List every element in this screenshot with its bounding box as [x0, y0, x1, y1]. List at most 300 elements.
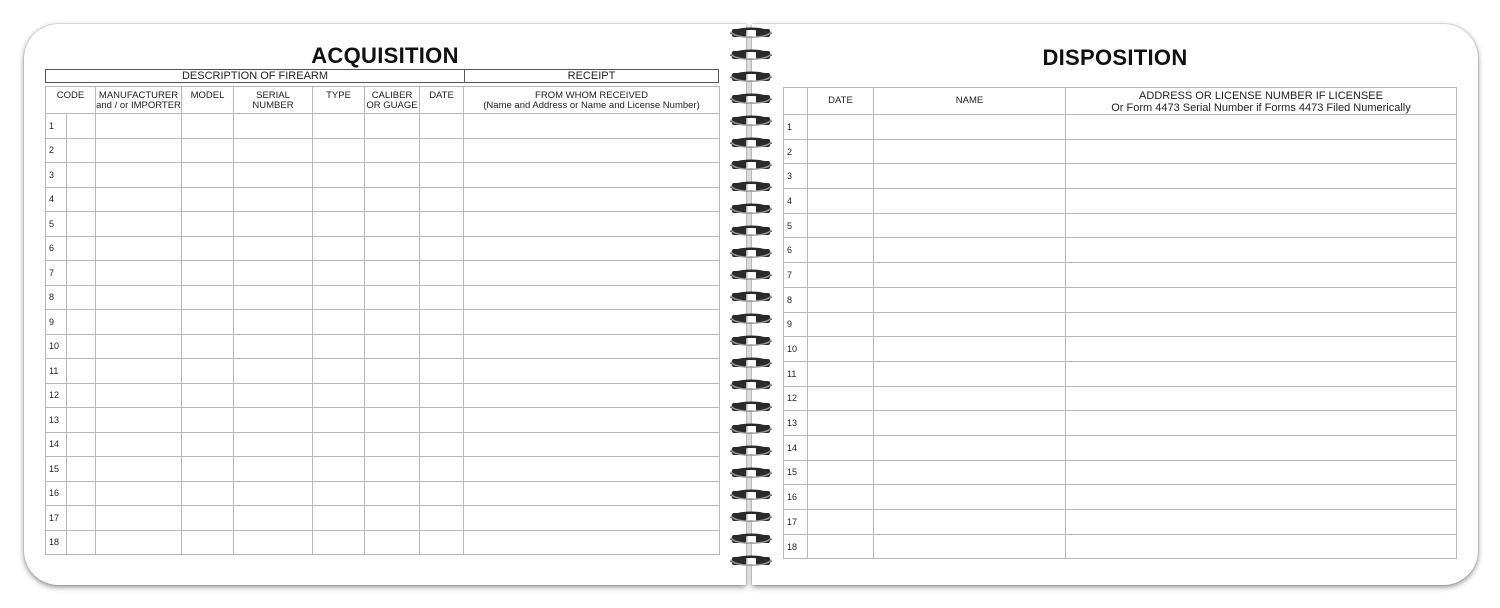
spiral-coil	[727, 268, 775, 282]
spiral-coil	[727, 158, 775, 172]
manufacturer-cell[interactable]	[96, 138, 182, 163]
date-cell[interactable]	[420, 506, 464, 531]
spiral-coil	[727, 466, 775, 480]
type-cell[interactable]	[313, 530, 365, 555]
serial-number-cell[interactable]	[234, 138, 313, 163]
disposition-table	[783, 87, 1457, 559]
name-cell[interactable]	[874, 263, 1066, 288]
model-cell[interactable]	[182, 383, 234, 408]
name-cell[interactable]	[874, 213, 1066, 238]
address-cell[interactable]	[1066, 534, 1457, 559]
from-whom-received-cell[interactable]	[464, 530, 720, 555]
row-number: 13	[784, 411, 808, 436]
disposition-date-cell[interactable]	[808, 485, 874, 510]
row-number: 17	[784, 510, 808, 535]
address-cell[interactable]	[1066, 263, 1457, 288]
from-whom-received-cell[interactable]	[464, 261, 720, 286]
date-cell[interactable]	[420, 310, 464, 335]
code-cell[interactable]	[67, 212, 96, 237]
address-cell[interactable]	[1066, 115, 1457, 140]
date-cell[interactable]	[420, 163, 464, 188]
caliber-cell[interactable]	[365, 163, 420, 188]
type-cell[interactable]	[313, 457, 365, 482]
from-whom-received-cell[interactable]	[464, 408, 720, 433]
spiral-coil	[727, 246, 775, 260]
manufacturer-cell[interactable]	[96, 506, 182, 531]
row-number: 12	[784, 386, 808, 411]
name-cell[interactable]	[874, 534, 1066, 559]
disposition-date-cell[interactable]	[808, 510, 874, 535]
from-whom-received-cell[interactable]	[464, 163, 720, 188]
code-cell[interactable]	[67, 481, 96, 506]
serial-number-cell[interactable]	[234, 481, 313, 506]
name-cell[interactable]	[874, 287, 1066, 312]
code-cell[interactable]	[67, 114, 96, 139]
acquisition-row	[46, 506, 720, 531]
acquisition-row	[46, 359, 720, 384]
disposition-date-cell[interactable]	[808, 312, 874, 337]
disposition-date-cell[interactable]	[808, 213, 874, 238]
date-cell[interactable]	[420, 114, 464, 139]
type-cell[interactable]	[313, 285, 365, 310]
disposition-row	[784, 485, 1457, 510]
row-number: 16	[46, 481, 67, 506]
manufacturer-cell[interactable]	[96, 285, 182, 310]
manufacturer-cell[interactable]	[96, 481, 182, 506]
from-whom-received-cell[interactable]	[464, 359, 720, 384]
manufacturer-cell[interactable]	[96, 114, 182, 139]
header-type: TYPE	[313, 87, 365, 114]
serial-number-cell[interactable]	[234, 530, 313, 555]
row-number: 3	[784, 164, 808, 189]
disposition-row	[784, 435, 1457, 460]
from-whom-received-cell[interactable]	[464, 506, 720, 531]
from-whom-received-cell[interactable]	[464, 138, 720, 163]
name-cell[interactable]	[874, 411, 1066, 436]
code-cell[interactable]	[67, 383, 96, 408]
acquisition-row	[46, 212, 720, 237]
row-number: 11	[784, 361, 808, 386]
disposition-date-cell[interactable]	[808, 534, 874, 559]
disposition-date-cell[interactable]	[808, 164, 874, 189]
code-cell[interactable]	[67, 236, 96, 261]
caliber-cell[interactable]	[365, 138, 420, 163]
address-cell[interactable]	[1066, 213, 1457, 238]
date-cell[interactable]	[420, 383, 464, 408]
row-number: 11	[46, 359, 67, 384]
disposition-row	[784, 337, 1457, 362]
caliber-cell[interactable]	[365, 310, 420, 335]
spiral-coil	[727, 290, 775, 304]
manufacturer-cell[interactable]	[96, 163, 182, 188]
disposition-row	[784, 460, 1457, 485]
address-cell[interactable]	[1066, 238, 1457, 263]
serial-number-cell[interactable]	[234, 383, 313, 408]
header-manufacturer: MANUFACTURER and / or IMPORTER	[96, 87, 182, 114]
date-cell[interactable]	[420, 432, 464, 457]
type-cell[interactable]	[313, 310, 365, 335]
code-cell[interactable]	[67, 261, 96, 286]
row-number: 14	[46, 432, 67, 457]
disposition-date-cell[interactable]	[808, 139, 874, 164]
serial-number-cell[interactable]	[234, 187, 313, 212]
spiral-coil	[727, 48, 775, 62]
date-cell[interactable]	[420, 285, 464, 310]
name-cell[interactable]	[874, 115, 1066, 140]
disposition-date-cell[interactable]	[808, 337, 874, 362]
row-number: 4	[46, 187, 67, 212]
acquisition-row	[46, 481, 720, 506]
disposition-row	[784, 411, 1457, 436]
header-disposition-date: DATE	[808, 88, 874, 115]
type-cell[interactable]	[313, 114, 365, 139]
from-whom-received-cell[interactable]	[464, 481, 720, 506]
caliber-cell[interactable]	[365, 114, 420, 139]
spiral-binding	[727, 26, 775, 586]
header-code: CODE	[46, 87, 96, 114]
caliber-cell[interactable]	[365, 530, 420, 555]
type-cell[interactable]	[313, 212, 365, 237]
manufacturer-cell[interactable]	[96, 212, 182, 237]
from-whom-received-cell[interactable]	[464, 457, 720, 482]
row-number: 2	[784, 139, 808, 164]
receipt-band: RECEIPT	[464, 69, 719, 83]
caliber-cell[interactable]	[365, 187, 420, 212]
row-number: 7	[46, 261, 67, 286]
row-number: 12	[46, 383, 67, 408]
model-cell[interactable]	[182, 310, 234, 335]
date-cell[interactable]	[420, 261, 464, 286]
code-cell[interactable]	[67, 163, 96, 188]
disposition-row	[784, 386, 1457, 411]
acquisition-row	[46, 383, 720, 408]
code-cell[interactable]	[67, 285, 96, 310]
code-cell[interactable]	[67, 530, 96, 555]
disposition-date-cell[interactable]	[808, 361, 874, 386]
manufacturer-cell[interactable]	[96, 334, 182, 359]
acquisition-row	[46, 163, 720, 188]
spiral-coil	[727, 70, 775, 84]
acquisition-row	[46, 138, 720, 163]
spiral-coil	[727, 202, 775, 216]
code-cell[interactable]	[67, 408, 96, 433]
row-number: 1	[784, 115, 808, 140]
name-cell[interactable]	[874, 361, 1066, 386]
from-whom-received-cell[interactable]	[464, 187, 720, 212]
serial-number-cell[interactable]	[234, 408, 313, 433]
from-whom-received-cell[interactable]	[464, 114, 720, 139]
code-cell[interactable]	[67, 334, 96, 359]
disposition-title: DISPOSITION	[1042, 45, 1188, 70]
spiral-coil	[727, 92, 775, 106]
type-cell[interactable]	[313, 261, 365, 286]
date-cell[interactable]	[420, 212, 464, 237]
row-number: 10	[46, 334, 67, 359]
name-cell[interactable]	[874, 189, 1066, 214]
acquisition-row	[46, 457, 720, 482]
name-cell[interactable]	[874, 337, 1066, 362]
serial-number-cell[interactable]	[234, 359, 313, 384]
code-cell[interactable]	[67, 359, 96, 384]
from-whom-received-cell[interactable]	[464, 236, 720, 261]
row-number: 4	[784, 189, 808, 214]
code-cell[interactable]	[67, 138, 96, 163]
header-model: MODEL	[182, 87, 234, 114]
type-cell[interactable]	[313, 236, 365, 261]
from-whom-received-cell[interactable]	[464, 285, 720, 310]
date-cell[interactable]	[420, 359, 464, 384]
disposition-row	[784, 213, 1457, 238]
name-cell[interactable]	[874, 312, 1066, 337]
row-number: 18	[46, 530, 67, 555]
model-cell[interactable]	[182, 236, 234, 261]
row-number: 5	[784, 213, 808, 238]
type-cell[interactable]	[313, 506, 365, 531]
manufacturer-cell[interactable]	[96, 310, 182, 335]
row-number: 15	[784, 460, 808, 485]
manufacturer-cell[interactable]	[96, 236, 182, 261]
spiral-coil	[727, 356, 775, 370]
address-cell[interactable]	[1066, 485, 1457, 510]
manufacturer-cell[interactable]	[96, 432, 182, 457]
address-cell[interactable]	[1066, 510, 1457, 535]
disposition-date-cell[interactable]	[808, 386, 874, 411]
caliber-cell[interactable]	[365, 334, 420, 359]
row-number: 6	[784, 238, 808, 263]
disposition-row	[784, 164, 1457, 189]
caliber-cell[interactable]	[365, 285, 420, 310]
manufacturer-cell[interactable]	[96, 261, 182, 286]
disposition-date-cell[interactable]	[808, 411, 874, 436]
name-cell[interactable]	[874, 386, 1066, 411]
address-cell[interactable]	[1066, 411, 1457, 436]
spiral-coil	[727, 444, 775, 458]
type-cell[interactable]	[313, 138, 365, 163]
row-number: 7	[784, 263, 808, 288]
disposition-row	[784, 263, 1457, 288]
from-whom-received-cell[interactable]	[464, 310, 720, 335]
caliber-cell[interactable]	[365, 506, 420, 531]
row-number: 1	[46, 114, 67, 139]
manufacturer-cell[interactable]	[96, 359, 182, 384]
model-cell[interactable]	[182, 481, 234, 506]
name-cell[interactable]	[874, 435, 1066, 460]
manufacturer-cell[interactable]	[96, 530, 182, 555]
date-cell[interactable]	[420, 481, 464, 506]
model-cell[interactable]	[182, 432, 234, 457]
spiral-coil	[727, 26, 775, 40]
serial-number-cell[interactable]	[234, 212, 313, 237]
model-cell[interactable]	[182, 212, 234, 237]
date-cell[interactable]	[420, 138, 464, 163]
disposition-date-cell[interactable]	[808, 115, 874, 140]
type-cell[interactable]	[313, 408, 365, 433]
type-cell[interactable]	[313, 359, 365, 384]
row-number: 16	[784, 485, 808, 510]
acquisition-row	[46, 530, 720, 555]
manufacturer-cell[interactable]	[96, 457, 182, 482]
from-whom-received-cell[interactable]	[464, 383, 720, 408]
serial-number-cell[interactable]	[234, 236, 313, 261]
model-cell[interactable]	[182, 530, 234, 555]
serial-number-cell[interactable]	[234, 334, 313, 359]
address-cell[interactable]	[1066, 312, 1457, 337]
date-cell[interactable]	[420, 334, 464, 359]
header-address: ADDRESS OR LICENSE NUMBER IF LICENSEE Or Form 4473 Serial Number if Forms 4473 Filed Numerically	[1066, 88, 1457, 115]
caliber-cell[interactable]	[365, 432, 420, 457]
serial-number-cell[interactable]	[234, 310, 313, 335]
caliber-cell[interactable]	[365, 261, 420, 286]
acquisition-page	[24, 24, 746, 585]
manufacturer-cell[interactable]	[96, 187, 182, 212]
disposition-row	[784, 287, 1457, 312]
code-cell[interactable]	[67, 432, 96, 457]
spiral-coil	[727, 488, 775, 502]
name-cell[interactable]	[874, 164, 1066, 189]
disposition-row	[784, 510, 1457, 535]
type-cell[interactable]	[313, 187, 365, 212]
spiral-coil	[727, 510, 775, 524]
acquisition-row	[46, 334, 720, 359]
from-whom-received-cell[interactable]	[464, 212, 720, 237]
spiral-coil	[727, 224, 775, 238]
row-number: 8	[46, 285, 67, 310]
disposition-date-cell[interactable]	[808, 287, 874, 312]
row-number: 17	[46, 506, 67, 531]
name-cell[interactable]	[874, 510, 1066, 535]
caliber-cell[interactable]	[365, 236, 420, 261]
disposition-row	[784, 312, 1457, 337]
disposition-date-cell[interactable]	[808, 435, 874, 460]
disposition-row	[784, 189, 1457, 214]
address-cell[interactable]	[1066, 189, 1457, 214]
model-cell[interactable]	[182, 506, 234, 531]
row-number: 18	[784, 534, 808, 559]
spiral-coil	[727, 312, 775, 326]
model-cell[interactable]	[182, 163, 234, 188]
serial-number-cell[interactable]	[234, 432, 313, 457]
acquisition-row	[46, 310, 720, 335]
from-whom-received-cell[interactable]	[464, 432, 720, 457]
address-cell[interactable]	[1066, 460, 1457, 485]
header-row-number	[784, 88, 808, 115]
date-cell[interactable]	[420, 408, 464, 433]
acquisition-row	[46, 236, 720, 261]
disposition-date-cell[interactable]	[808, 263, 874, 288]
disposition-row	[784, 534, 1457, 559]
name-cell[interactable]	[874, 460, 1066, 485]
type-cell[interactable]	[313, 383, 365, 408]
acquisition-row	[46, 187, 720, 212]
acquisition-table	[45, 86, 720, 555]
header-from-whom-received: FROM WHOM RECEIVED (Name and Address or Name and License Number)	[464, 87, 720, 114]
address-cell[interactable]	[1066, 435, 1457, 460]
disposition-row	[784, 139, 1457, 164]
serial-number-cell[interactable]	[234, 114, 313, 139]
manufacturer-cell[interactable]	[96, 383, 182, 408]
acquisition-row	[46, 261, 720, 286]
date-cell[interactable]	[420, 457, 464, 482]
row-number: 5	[46, 212, 67, 237]
spiral-coil	[727, 114, 775, 128]
type-cell[interactable]	[313, 432, 365, 457]
disposition-date-cell[interactable]	[808, 189, 874, 214]
serial-number-cell[interactable]	[234, 457, 313, 482]
code-cell[interactable]	[67, 310, 96, 335]
address-cell[interactable]	[1066, 386, 1457, 411]
type-cell[interactable]	[313, 163, 365, 188]
manufacturer-cell[interactable]	[96, 408, 182, 433]
row-number: 6	[46, 236, 67, 261]
address-cell[interactable]	[1066, 139, 1457, 164]
caliber-cell[interactable]	[365, 359, 420, 384]
name-cell[interactable]	[874, 139, 1066, 164]
acquisition-title: ACQUISITION	[311, 43, 459, 68]
model-cell[interactable]	[182, 138, 234, 163]
model-cell[interactable]	[182, 261, 234, 286]
row-number: 15	[46, 457, 67, 482]
caliber-cell[interactable]	[365, 457, 420, 482]
description-of-firearm-band: DESCRIPTION OF FIREARM	[45, 69, 465, 83]
type-cell[interactable]	[313, 481, 365, 506]
header-date: DATE	[420, 87, 464, 114]
disposition-page	[752, 24, 1478, 585]
model-cell[interactable]	[182, 285, 234, 310]
address-cell[interactable]	[1066, 361, 1457, 386]
model-cell[interactable]	[182, 187, 234, 212]
date-cell[interactable]	[420, 187, 464, 212]
name-cell[interactable]	[874, 238, 1066, 263]
serial-number-cell[interactable]	[234, 261, 313, 286]
serial-number-cell[interactable]	[234, 506, 313, 531]
model-cell[interactable]	[182, 359, 234, 384]
address-cell[interactable]	[1066, 164, 1457, 189]
address-cell[interactable]	[1066, 337, 1457, 362]
caliber-cell[interactable]	[365, 408, 420, 433]
code-cell[interactable]	[67, 506, 96, 531]
name-cell[interactable]	[874, 485, 1066, 510]
model-cell[interactable]	[182, 334, 234, 359]
serial-number-cell[interactable]	[234, 285, 313, 310]
disposition-date-cell[interactable]	[808, 238, 874, 263]
caliber-cell[interactable]	[365, 383, 420, 408]
spiral-coil	[727, 554, 775, 568]
date-cell[interactable]	[420, 530, 464, 555]
row-number: 3	[46, 163, 67, 188]
code-cell[interactable]	[67, 187, 96, 212]
code-cell[interactable]	[67, 457, 96, 482]
model-cell[interactable]	[182, 457, 234, 482]
disposition-date-cell[interactable]	[808, 460, 874, 485]
spiral-coil	[727, 136, 775, 150]
model-cell[interactable]	[182, 114, 234, 139]
spiral-coil	[727, 180, 775, 194]
row-number: 14	[784, 435, 808, 460]
date-cell[interactable]	[420, 236, 464, 261]
acquisition-row	[46, 408, 720, 433]
model-cell[interactable]	[182, 408, 234, 433]
type-cell[interactable]	[313, 334, 365, 359]
acquisition-row	[46, 432, 720, 457]
spiral-coil	[727, 334, 775, 348]
row-number: 9	[784, 312, 808, 337]
from-whom-received-cell[interactable]	[464, 334, 720, 359]
caliber-cell[interactable]	[365, 212, 420, 237]
row-number: 10	[784, 337, 808, 362]
caliber-cell[interactable]	[365, 481, 420, 506]
serial-number-cell[interactable]	[234, 163, 313, 188]
address-cell[interactable]	[1066, 287, 1457, 312]
